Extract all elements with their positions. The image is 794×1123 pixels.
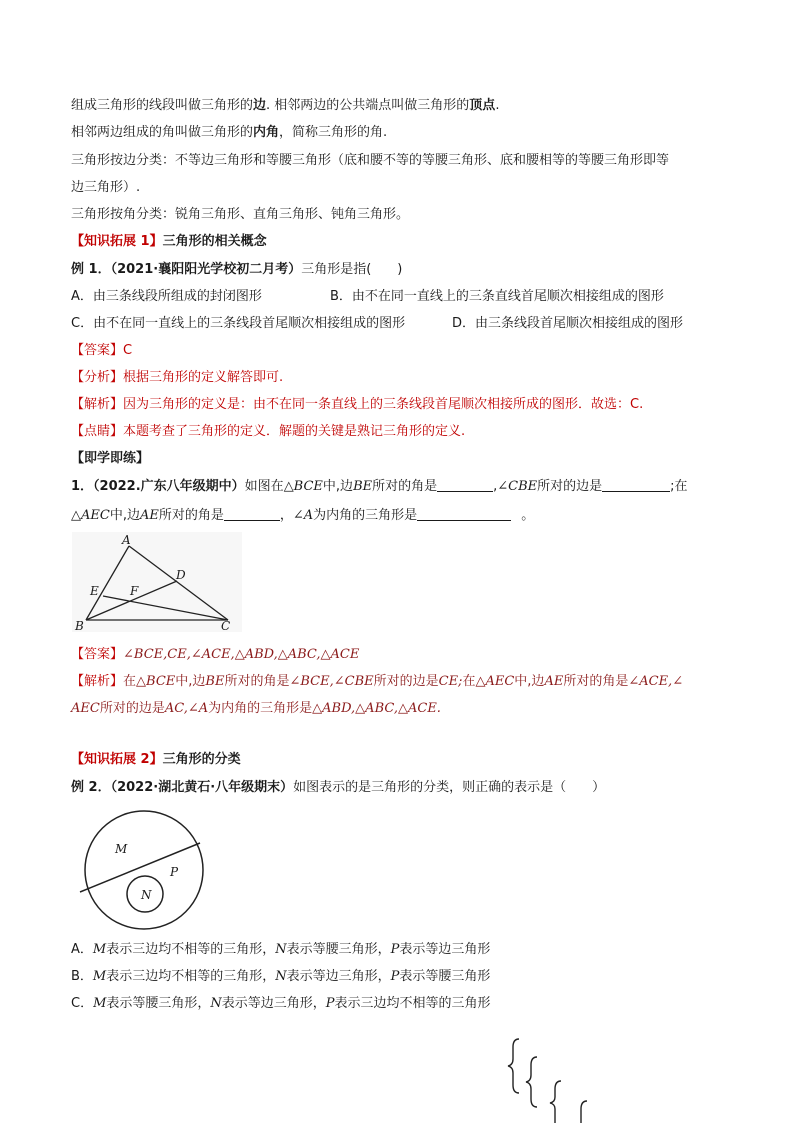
- math: P: [390, 969, 400, 984]
- solution-text: 因为三角形的定义是：由不在同一条直线上的三条线段首尾顺次相接所成的图形．故选：C.: [123, 397, 644, 412]
- text: 所对的边是: [537, 479, 603, 494]
- text: 在: [462, 674, 476, 689]
- answer-blank-2[interactable]: [602, 477, 670, 492]
- practice-question-line-1: [71, 477, 688, 497]
- example-2-option-b: [71, 967, 490, 987]
- solution-tag: 【解析】: [71, 674, 124, 689]
- text: 表示等腰三角形，: [286, 942, 391, 957]
- text: 中,边: [514, 674, 545, 689]
- math: ∠BCE,∠CBE: [289, 674, 374, 689]
- practice-heading: 【即学即练】: [71, 451, 150, 466]
- practice-question-line-2: [71, 506, 534, 526]
- text: 中,边: [322, 479, 354, 494]
- comment-tag: 【点睛】: [71, 424, 124, 439]
- example-1-answer: [71, 341, 132, 361]
- answer-blank-3[interactable]: [224, 506, 280, 521]
- example-source: （2021·襄阳阳光学校初二月考）: [110, 262, 302, 277]
- analysis-text: 根据三角形的定义解答即可.: [123, 370, 284, 385]
- section-heading-ext1: [71, 232, 267, 252]
- math: BE: [205, 674, 225, 689]
- math: △AEC: [71, 508, 110, 523]
- example-1-comment: [71, 422, 465, 442]
- label-p: P: [170, 865, 179, 879]
- math: AEC: [71, 701, 100, 716]
- math: P: [325, 996, 335, 1011]
- math: ∠A: [187, 701, 209, 716]
- answer-tag: 【答案】: [71, 647, 124, 662]
- example-1-analysis: [71, 368, 283, 388]
- example-stem: 如图表示的是三角形的分类，则正确的表示是（ ）: [293, 780, 606, 795]
- example-1-stem: [71, 260, 402, 280]
- practice-answer: [71, 645, 359, 665]
- answer-tag: 【答案】: [71, 343, 124, 358]
- label-c: C: [221, 619, 231, 632]
- math: △BCE: [136, 674, 176, 689]
- answer-blank-1[interactable]: [437, 477, 493, 492]
- text: ，简称三角形的角.: [279, 125, 388, 140]
- label-n: N: [141, 888, 152, 902]
- text: 为内角的三角形是: [208, 701, 313, 716]
- text: .: [495, 98, 500, 113]
- comment-text: 本题考查了三角形的定义．解题的关键是熟记三角形的定义.: [123, 424, 466, 439]
- math: △AEC: [475, 674, 515, 689]
- text: 表示等边三角形: [399, 942, 491, 957]
- text: . 相邻两边的公共端点叫做三角形的: [266, 98, 470, 113]
- text: ,: [493, 479, 498, 494]
- section-title: 三角形的相关概念: [162, 234, 267, 249]
- example-1-solution: [71, 395, 643, 415]
- term-interior-angle: 内角: [253, 125, 280, 140]
- math: N: [275, 942, 287, 957]
- text: 所对的边是: [99, 701, 165, 716]
- intro-line-4: 边三角形）.: [71, 180, 141, 195]
- text: 所对的角是: [224, 674, 290, 689]
- text: ，: [279, 508, 293, 523]
- option-letter: C．: [71, 996, 94, 1011]
- example-1-option-d: D．由三条线段首尾顺次相接组成的图形: [452, 316, 684, 331]
- text: 如图在: [244, 479, 284, 494]
- text: 所对的角是: [563, 674, 629, 689]
- label-e: E: [90, 584, 99, 598]
- math: ∠ACE,∠: [628, 674, 684, 689]
- text: 表示三边均不相等的三角形，: [106, 969, 276, 984]
- analysis-tag: 【分析】: [71, 370, 124, 385]
- example-source: （2022·湖北黄石·八年级期末）: [110, 780, 294, 795]
- text: ;在: [670, 479, 688, 494]
- text: 组成三角形的线段叫做三角形的: [71, 98, 254, 113]
- example-2-option-a: [71, 940, 490, 960]
- figure-background: [72, 532, 242, 632]
- text: 中,边: [109, 508, 140, 523]
- math: BE: [353, 479, 373, 494]
- example-1-option-b: B．由不在同一直线上的三条直线首尾顺次相接组成的图形: [330, 289, 664, 304]
- math: CE;: [438, 674, 463, 689]
- label-f: F: [130, 584, 139, 598]
- text: 中,边: [175, 674, 206, 689]
- math: ∠CBE: [497, 479, 538, 494]
- text: 表示三边均不相等的三角形，: [106, 942, 276, 957]
- section-title: 三角形的分类: [162, 752, 241, 767]
- example-1-option-c: C．由不在同一直线上的三条线段首尾顺次相接组成的图形: [71, 316, 406, 331]
- section-tag: 【知识拓展 2】: [71, 752, 163, 767]
- text: 表示三边均不相等的三角形: [334, 996, 491, 1011]
- text: 。: [521, 508, 535, 523]
- math: AC,: [164, 701, 188, 716]
- practice-solution-line-1: [71, 672, 683, 692]
- example-1-option-a: A．由三条线段所组成的封闭图形: [71, 289, 262, 304]
- answer-value: C: [123, 343, 133, 358]
- section-heading-ext2: [71, 750, 241, 770]
- math: N: [275, 969, 287, 984]
- text: 所对的边是: [373, 674, 439, 689]
- intro-line-2: [71, 123, 387, 143]
- example-label: 例 2．: [71, 780, 111, 795]
- text: 表示等边三角形，: [221, 996, 326, 1011]
- option-letter: B．: [71, 969, 93, 984]
- intro-line-5: 三角形按角分类：锐角三角形、直角三角形、钝角三角形。: [71, 207, 410, 222]
- label-d: D: [176, 568, 186, 582]
- brace-3: [550, 1081, 561, 1123]
- text: 为内角的三角形是: [313, 508, 418, 523]
- question-source: （2022.广东八年级期中）: [93, 479, 245, 494]
- text: 在: [123, 674, 137, 689]
- term-edge: 边: [253, 98, 267, 113]
- answer-value: ∠BCE,CE,∠ACE,△ABD,△ABC,△ACE: [123, 647, 360, 662]
- option-letter: A．: [71, 942, 93, 957]
- example-2-option-c: [71, 994, 491, 1014]
- section-tag: 【知识拓展 1】: [71, 234, 163, 249]
- math: ∠A: [292, 508, 314, 523]
- example-2-stem: [71, 778, 605, 798]
- math: △BCE: [283, 479, 323, 494]
- example-stem: 三角形是指( ): [301, 262, 403, 277]
- text: 所对的角是: [158, 508, 224, 523]
- example-label: 例 1．: [71, 262, 111, 277]
- math: P: [390, 942, 400, 957]
- math: AE: [139, 508, 159, 523]
- math: M: [92, 969, 107, 984]
- practice-solution-line-2: [71, 699, 441, 719]
- math: M: [92, 942, 107, 957]
- brace-4: [581, 1101, 587, 1123]
- intro-line-3: 三角形按边分类：不等边三角形和等腰三角形（底和腰不等的等腰三角形、底和腰相等的等腰三角形即等: [71, 153, 670, 168]
- text: 表示等腰三角形，: [106, 996, 211, 1011]
- triangle-figure: [72, 532, 242, 632]
- text: 表示等边三角形，: [286, 969, 391, 984]
- math: M: [93, 996, 107, 1011]
- label-m: M: [115, 842, 128, 856]
- classification-figure: [72, 808, 218, 932]
- divider-line: [80, 843, 200, 892]
- solution-tag: 【解析】: [71, 397, 124, 412]
- math: N: [210, 996, 222, 1011]
- math: △ABD,△ABC,△ACE.: [312, 701, 441, 716]
- question-number: 1．: [71, 479, 94, 494]
- text: 表示等腰三角形: [399, 969, 491, 984]
- nested-brace-diagram: [505, 1035, 605, 1123]
- brace-2: [526, 1057, 537, 1107]
- answer-blank-4[interactable]: [417, 506, 511, 521]
- intro-line-1: [71, 96, 499, 116]
- text: 所对的角是: [372, 479, 438, 494]
- label-a: A: [122, 533, 131, 547]
- label-b: B: [75, 619, 84, 632]
- text: 相邻两边组成的角叫做三角形的: [71, 125, 254, 140]
- brace-1: [508, 1039, 519, 1093]
- term-vertex: 顶点: [469, 98, 496, 113]
- math: AE: [544, 674, 564, 689]
